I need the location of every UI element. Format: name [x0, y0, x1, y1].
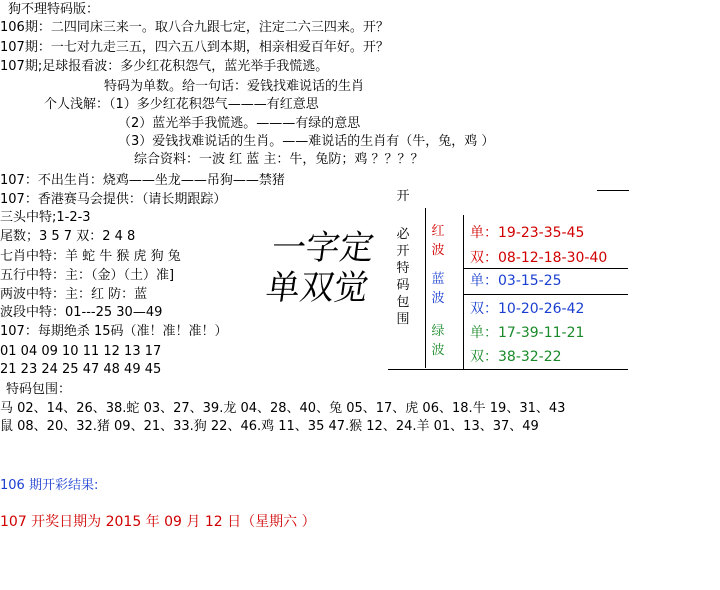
blue-odd-numbers: 单：03-15-25: [470, 273, 562, 289]
line-106: 106期：二四同床三来一。取八合九跟七定，注定二六三四来。开？: [0, 20, 389, 35]
big-headline: 一字定单双觉: [263, 228, 377, 308]
table-mid-border: [463, 215, 464, 370]
weishu-line: 尾数；3 5 7 双：2 4 8: [0, 229, 136, 244]
summary-line: 综合资料：一波 红 蓝 主：牛，兔防；鸡 ？？？？: [134, 152, 424, 167]
special-hint: 特码为单数。给一句话：爱钱找难说话的生肖: [104, 79, 365, 94]
red-even-numbers: 双：08-12-18-30-40: [470, 250, 608, 266]
date-line: 107 开奖日期为 2015 年 09 月 12 日（星期六 ）: [0, 514, 316, 530]
red-odd-numbers: 单：19-23-35-45: [470, 225, 585, 241]
boduan-line: 波段中特：01---25 30—49: [0, 305, 163, 320]
table-bottom-border: [388, 369, 628, 370]
line-107a: 107期：一七对九走三五，四六五八到本期，相亲相爱百年好。开？: [0, 40, 389, 55]
hk-line: 107：香港赛马会提供：（请长期跟踪）: [0, 192, 227, 207]
result-line: 106 期开彩结果:: [0, 478, 99, 493]
personal-1: 个人浅解：（1）多少红花积怨气———有红意思: [44, 97, 319, 112]
red-wave-label: 红波: [431, 224, 445, 258]
table-left-border: [425, 208, 426, 368]
liangbo-line: 两波中特：主：红 防：蓝: [0, 287, 148, 302]
table-row-divider-1: [463, 268, 628, 269]
qixiao-line: 七肖中特：羊 蛇 牛 猴 虎 狗 兔: [0, 249, 181, 264]
green-odd-numbers: 单：17-39-11-21: [470, 325, 585, 341]
baowei-row-1: 马 02、14、26、38.蛇 03、27、39.龙 04、28、40、兔 05、17、虎 06、18.牛 19、31、43: [0, 401, 566, 416]
vertical-label-top: 开: [396, 189, 410, 204]
vertical-label-rest: 必开特码包围: [396, 227, 410, 327]
baowei-title: 特码包围：: [6, 382, 72, 397]
santou-line: 三头中特;1-2-3: [0, 210, 91, 225]
kill-line: 107：每期绝杀 15码（准！准！准！）: [0, 324, 228, 339]
numbers-row-2: 21 23 24 25 47 48 49 45: [0, 362, 162, 377]
blue-wave-label: 蓝波: [431, 272, 445, 306]
green-even-numbers: 双：38-32-22: [470, 349, 562, 365]
baowei-row-2: 鼠 08、20、32.猪 09、21、33.狗 22、46.鸡 11、35 47.猴 12、24.羊 01、13、37、49: [0, 419, 539, 434]
wuxing-line: 五行中特：主：（金）（土）准]: [0, 268, 175, 283]
numbers-row-1: 01 04 09 10 11 12 13 17: [0, 344, 162, 359]
divider-short: [597, 190, 629, 191]
not-out-line: 107：不出生肖：烧鸡——坐龙——吊狗——禁猪: [0, 173, 285, 188]
blue-even-numbers: 双：10-20-26-42: [470, 301, 585, 317]
green-wave-label: 绿波: [431, 324, 445, 358]
table-row-divider-2: [463, 294, 628, 295]
page-title: 狗不理特码版：: [8, 2, 100, 17]
line-107b: 107期;足球报看波：多少红花积怨气，蓝光举手我慌逃。: [0, 59, 329, 74]
personal-2: （2）蓝光举手我慌逃。———有绿的意思: [118, 116, 361, 131]
personal-3: （3）爱钱找难说话的生肖。——难说话的生肖有（牛，兔，鸡 ）: [118, 134, 495, 149]
